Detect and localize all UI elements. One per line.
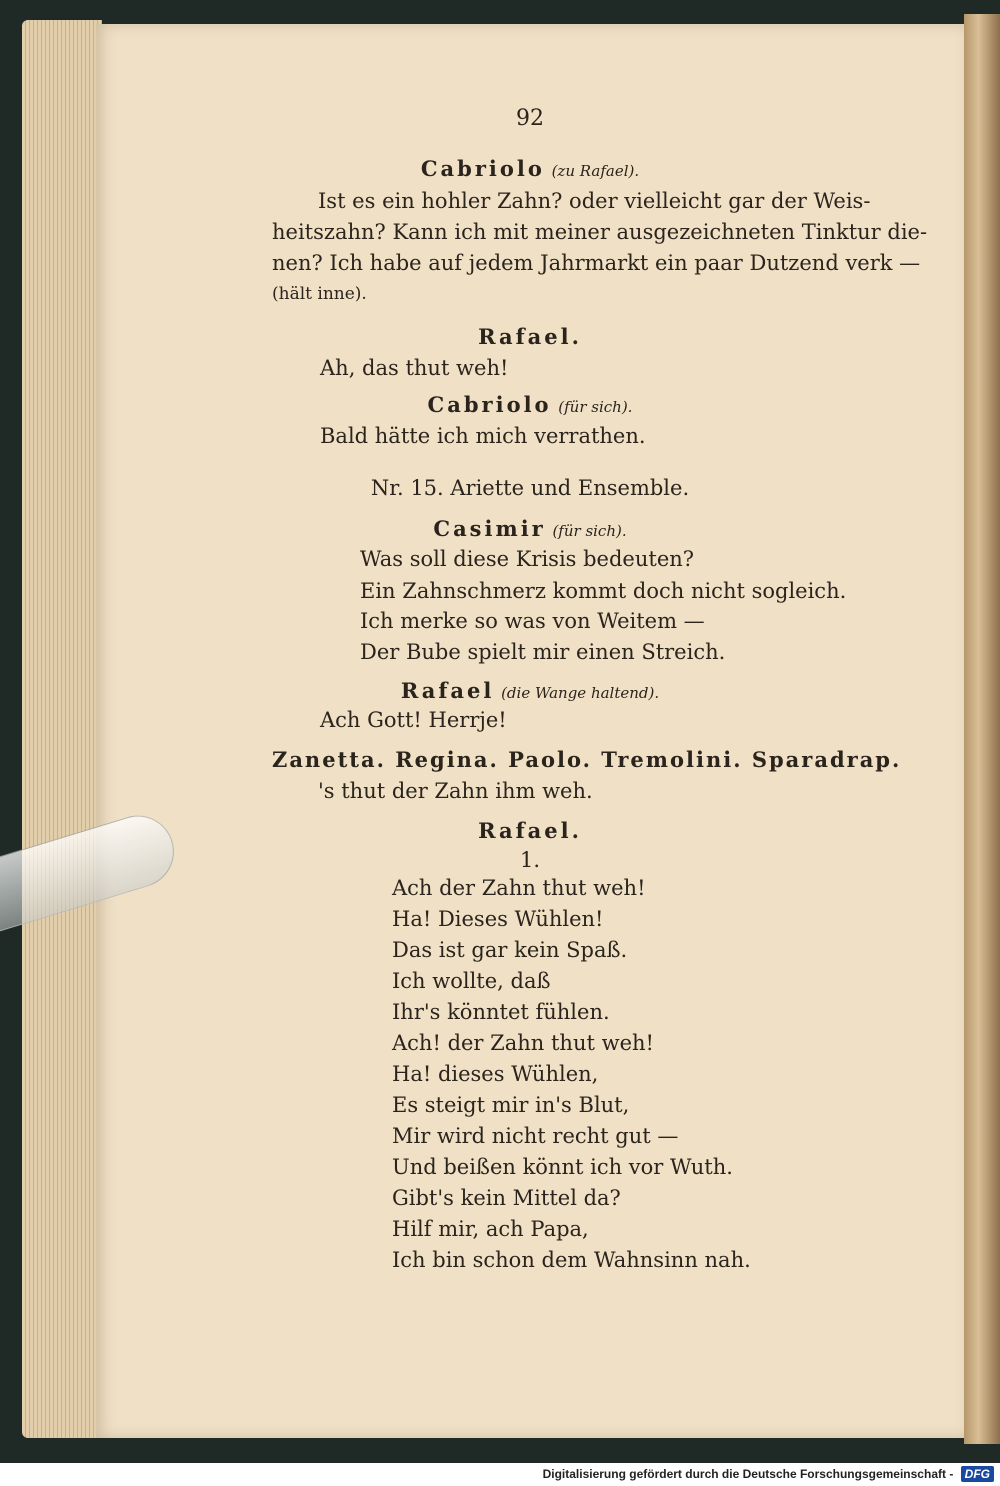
stage-direction: (die Wange haltend). bbox=[501, 684, 660, 702]
verse-line: Der Bube spielt mir einen Streich. bbox=[360, 640, 726, 664]
verse-line: Mir wird nicht recht gut — bbox=[392, 1124, 679, 1148]
speaker-heading bbox=[96, 514, 964, 546]
page-number: 92 bbox=[516, 106, 544, 131]
text-line: 's thut der Zahn ihm weh. bbox=[318, 779, 593, 803]
verse-line: Was soll diese Krisis bedeuten? bbox=[360, 547, 695, 571]
section-heading: Nr. 15. Ariette und Ensemble. bbox=[370, 476, 690, 500]
stage-direction: (zu Rafael). bbox=[551, 162, 640, 180]
speaker-heading bbox=[96, 676, 964, 708]
verse-line: Ein Zahnschmerz kommt doch nicht sogleich. bbox=[360, 579, 847, 603]
verse-line: Ha! dieses Wühlen, bbox=[392, 1062, 599, 1086]
verse-line: Das ist gar kein Spaß. bbox=[392, 938, 628, 962]
verse-line: Ihr's könntet fühlen. bbox=[392, 1000, 610, 1024]
dfg-logo-icon[interactable]: DFG bbox=[961, 1466, 994, 1482]
speaker-heading: Rafael. bbox=[478, 818, 582, 843]
verse-line: Ich wollte, daß bbox=[392, 969, 551, 993]
verse-line: Hilf mir, ach Papa, bbox=[392, 1217, 589, 1241]
speaker-heading bbox=[96, 154, 964, 186]
verse-line: Es steigt mir in's Blut, bbox=[392, 1093, 630, 1117]
verse-line: Gibt's kein Mittel da? bbox=[392, 1186, 621, 1210]
text-line: heitszahn? Kann ich mit meiner ausgezeichneten Tinktur die- bbox=[272, 220, 928, 244]
speaker-name: Cabriolo bbox=[420, 156, 545, 181]
text-line: Bald hätte ich mich verrathen. bbox=[320, 424, 646, 448]
stage-direction: (für sich). bbox=[558, 398, 633, 416]
verse-line: Und beißen könnt ich vor Wuth. bbox=[392, 1155, 733, 1179]
verse-line: Ach der Zahn thut weh! bbox=[392, 876, 646, 900]
page-edge-stack bbox=[22, 20, 102, 1438]
text-line: Ach Gott! Herrje! bbox=[320, 708, 507, 732]
verse-line: Ha! Dieses Wühlen! bbox=[392, 907, 604, 931]
speaker-heading: Rafael. bbox=[478, 324, 582, 349]
verse-number: 1. bbox=[519, 848, 541, 872]
stage-direction: (für sich). bbox=[552, 522, 627, 540]
footer-credit: Digitalisierung gefördert durch die Deutsche Forschungsgemeinschaft - bbox=[542, 1467, 954, 1481]
verse-line: Ich bin schon dem Wahnsinn nah. bbox=[392, 1248, 751, 1272]
speaker-name: Rafael bbox=[400, 678, 495, 703]
speaker-group: Zanetta. Regina. Paolo. Tremolini. Sparadrap. bbox=[272, 747, 902, 772]
footer-bar bbox=[0, 1463, 1000, 1486]
text-line: Ah, das thut weh! bbox=[320, 356, 509, 380]
speaker-name: Cabriolo bbox=[427, 392, 552, 417]
text-line: Ist es ein hohler Zahn? oder vielleicht gar der Weis- bbox=[318, 189, 871, 213]
verse-line: Ach! der Zahn thut weh! bbox=[392, 1031, 654, 1055]
book-cover-edge bbox=[964, 14, 1000, 1444]
verse-line: Ich merke so was von Weitem — bbox=[360, 609, 705, 633]
speaker-name: Casimir bbox=[433, 516, 546, 541]
speaker-heading bbox=[96, 390, 964, 422]
stage-direction: (hält inne). bbox=[272, 284, 367, 304]
text-line: nen? Ich habe auf jedem Jahrmarkt ein paar Dutzend verk — bbox=[272, 251, 921, 275]
